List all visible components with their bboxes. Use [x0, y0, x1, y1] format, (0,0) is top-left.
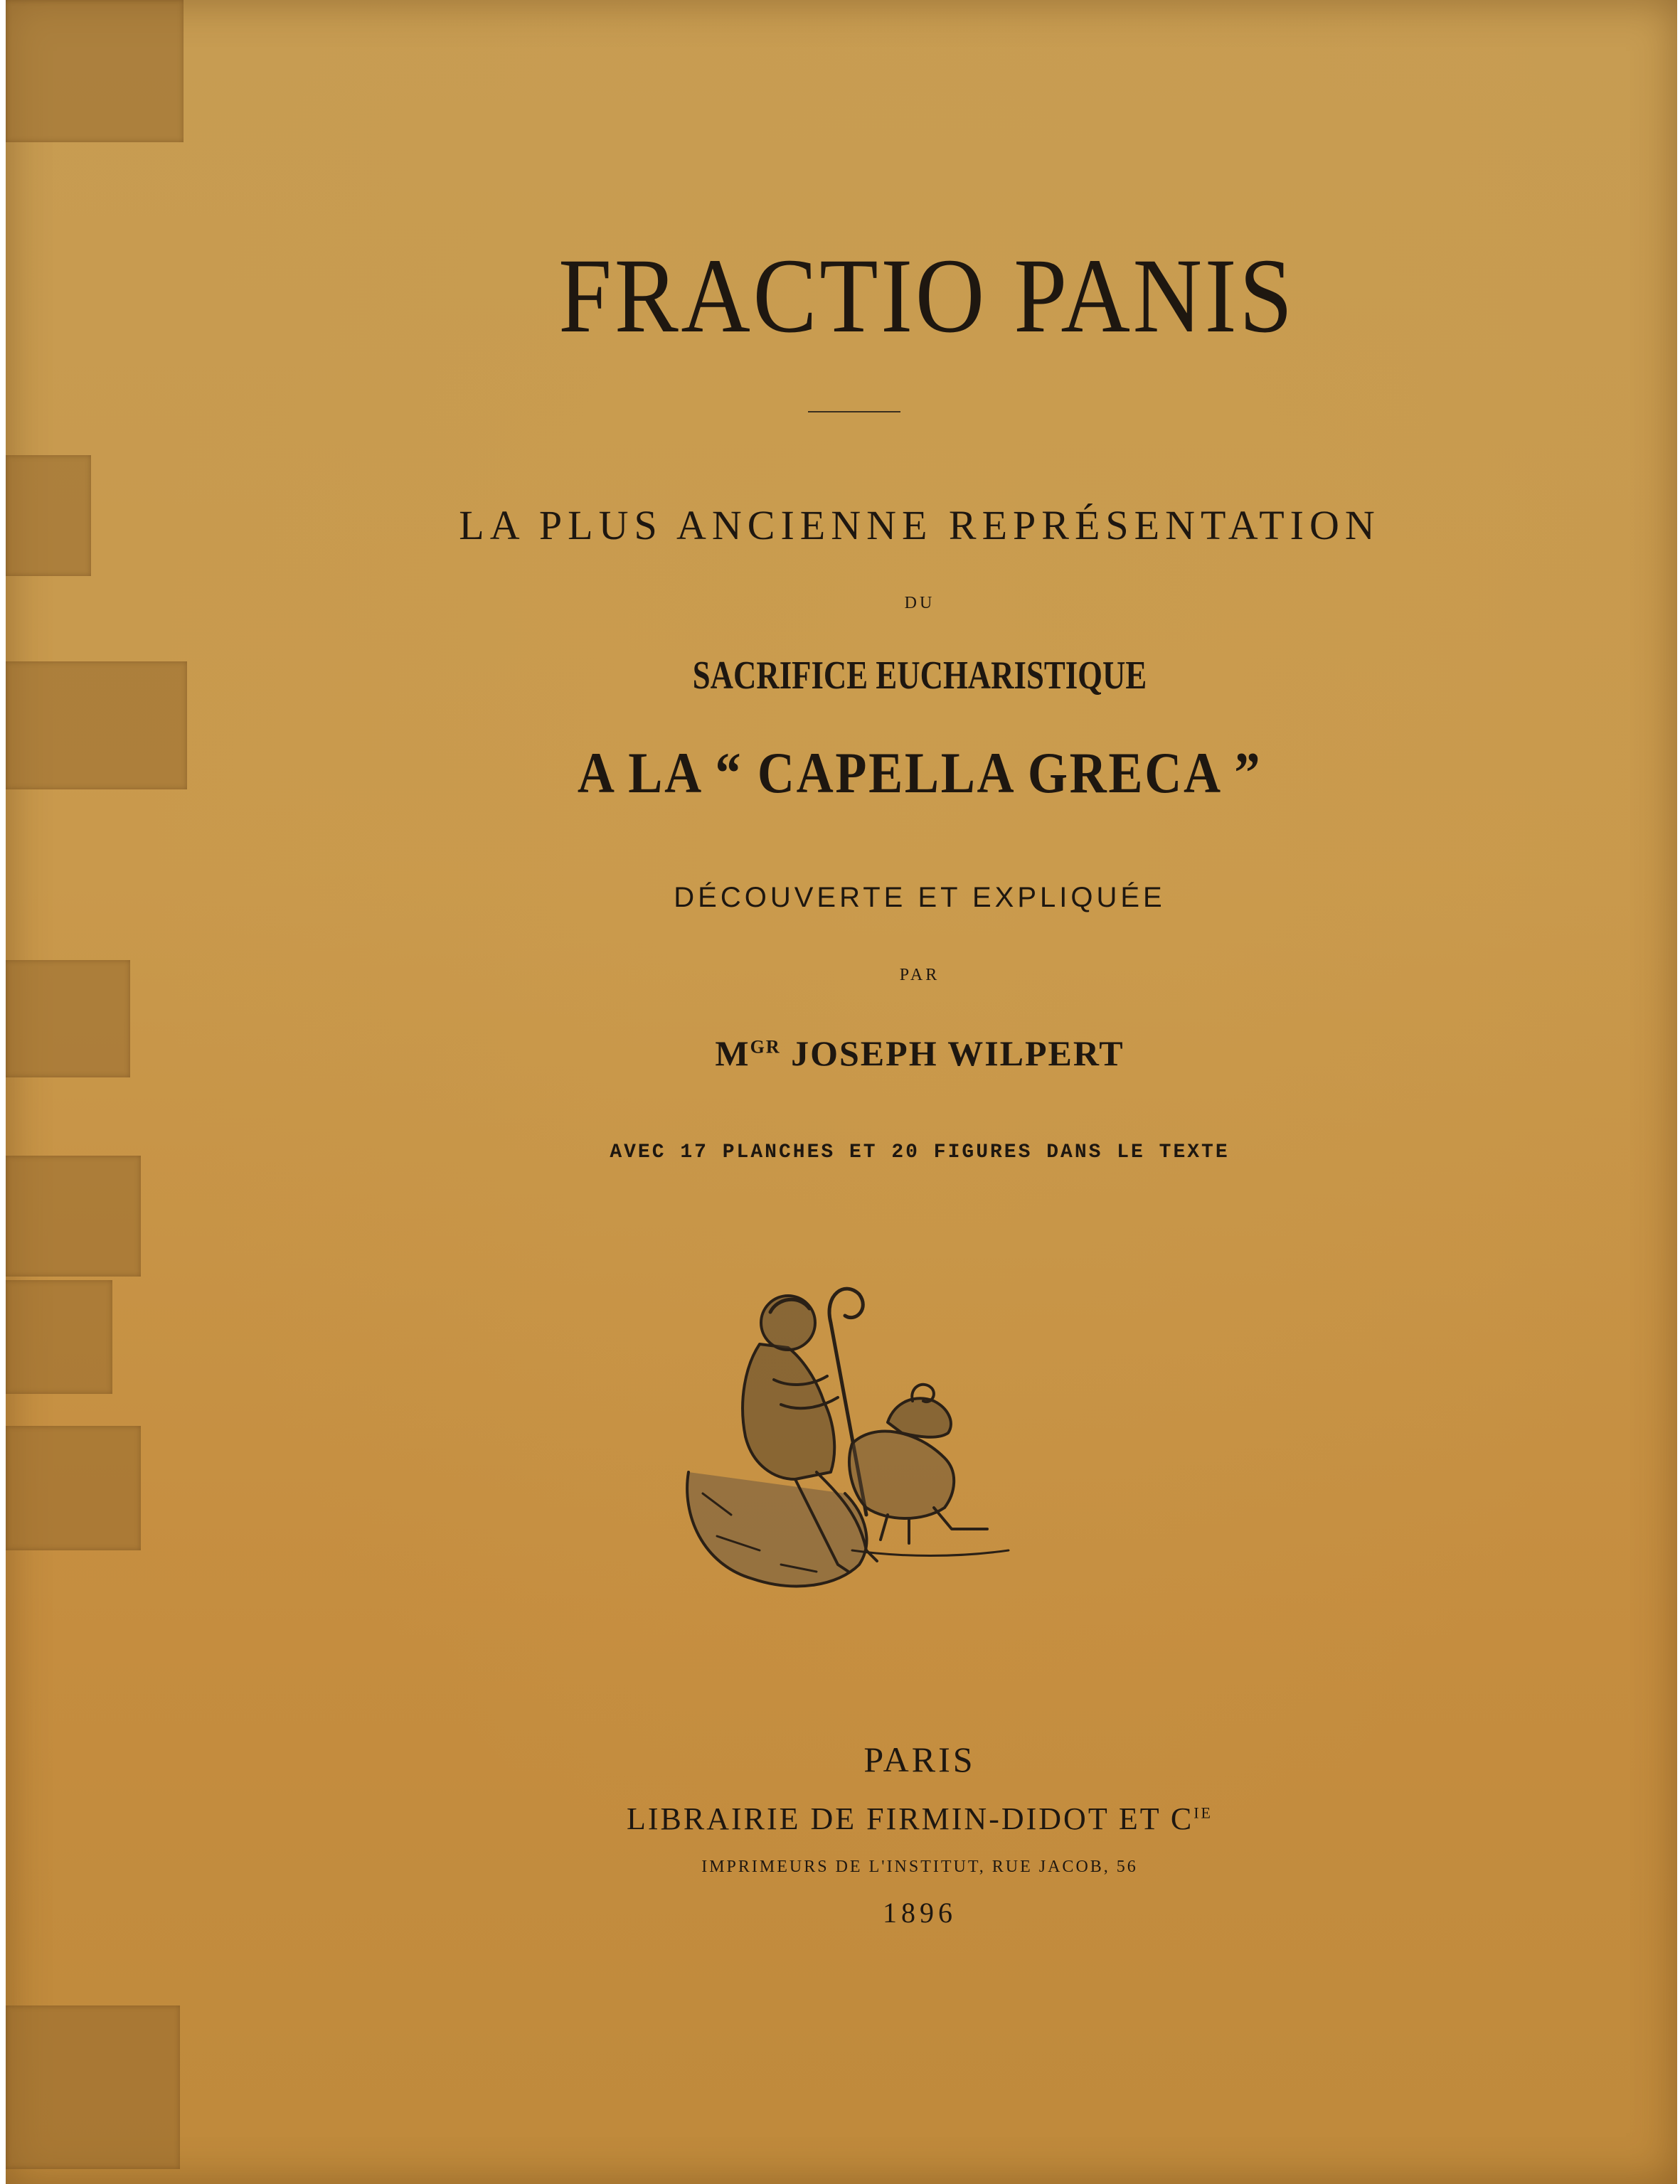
publisher-name-text: LIBRAIRIE DE FIRMIN-DIDOT ET C — [627, 1801, 1194, 1836]
shepherd-with-ram-vignette — [674, 1280, 1023, 1600]
author-prefix: M — [715, 1033, 750, 1073]
publisher-name-sup: IE — [1193, 1804, 1213, 1822]
subtitle-du: DU — [904, 594, 935, 612]
title-divider — [808, 411, 900, 412]
discovered-explained: DÉCOUVERTE ET EXPLIQUÉE — [674, 882, 1166, 913]
author-prefix-sup: GR — [750, 1036, 781, 1058]
author-name-text: JOSEPH WILPERT — [780, 1033, 1125, 1073]
publisher-name — [84, 1801, 1677, 1837]
subtitle-line-3: A LA “ CAPELLA GRECA ” — [577, 740, 1262, 805]
tape-strip — [6, 1156, 141, 1277]
tape-strip — [6, 1280, 112, 1394]
tape-strip — [6, 661, 187, 789]
subtitle-line-1: LA PLUS ANCIENNE REPRÉSENTATION — [459, 502, 1381, 548]
printer-address: IMPRIMEURS DE L'INSTITUT, RUE JACOB, 56 — [701, 1858, 1138, 1876]
book-cover — [6, 0, 1677, 2184]
author-name — [84, 1033, 1677, 1074]
publisher-city: PARIS — [863, 1740, 976, 1779]
tape-strip — [6, 2005, 180, 2169]
publication-year: 1896 — [883, 1897, 957, 1929]
tape-strip — [6, 1426, 141, 1550]
tape-strip — [6, 455, 91, 576]
tape-strip — [6, 0, 184, 142]
subtitle-line-2: SACRIFICE EUCHARISTIQUE — [692, 654, 1147, 698]
by-label: PAR — [899, 966, 940, 984]
book-title: FRACTIO PANIS — [558, 237, 1295, 355]
plates-figures-note: AVEC 17 PLANCHES ET 20 FIGURES DANS LE TEXTE — [610, 1141, 1230, 1163]
